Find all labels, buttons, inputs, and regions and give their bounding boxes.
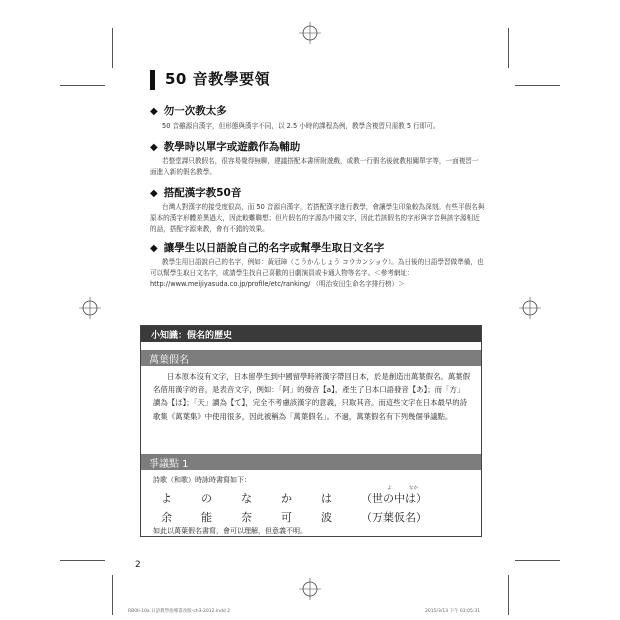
crop-mark bbox=[112, 28, 113, 68]
poem-kanji: 余 bbox=[161, 511, 172, 524]
page-title: 50 音教學要領 bbox=[165, 70, 271, 88]
section-heading-text: 教學時以單字或遊戲作為輔助 bbox=[163, 141, 301, 153]
poem-kanji-row bbox=[161, 509, 461, 525]
footer-timestamp: 2015/3/13 下午 03:05:31 bbox=[425, 609, 481, 614]
knowledge-box bbox=[140, 325, 482, 537]
poem-kanji: 可 bbox=[281, 511, 292, 524]
knowledge-header bbox=[141, 326, 481, 342]
diamond-bullet-icon: ◆ bbox=[150, 142, 158, 153]
poem-kana: か bbox=[281, 492, 292, 505]
poem-kanji-gloss: （万葉仮名） bbox=[361, 511, 427, 524]
section-body: 教學生用日語說自己的名字，例如：黃冠璋（こうかんしょう コウカンショウ）。為日後的日語學習做準備，也可以幫學生取日文名字，或請學生找自己喜歡的日劇演員或卡通人物等名字。＜參考網址： http://www.meijiyasuda.co.jp/profile/etc/ranking/ （明治安田生命名字排行榜）＞ bbox=[150, 258, 484, 288]
diamond-bullet-icon: ◆ bbox=[150, 243, 158, 254]
registration-mark-icon bbox=[79, 297, 101, 319]
poem-kana: な bbox=[241, 492, 252, 505]
section-heading-text: 讓學生以日語說自己的名字或幫學生取日文名字 bbox=[163, 242, 385, 254]
section-heading-text: 搭配漢字教50音 bbox=[163, 187, 242, 199]
poem-kanji: 能 bbox=[201, 511, 212, 524]
poem-outro: 如此以萬葉假名書寫，會可以理解，但意義不明。 bbox=[153, 527, 307, 535]
poem-kana: は bbox=[321, 492, 332, 505]
poem-kana-row bbox=[161, 490, 461, 506]
section-heading bbox=[150, 139, 300, 154]
title-bar bbox=[150, 70, 155, 90]
poem-kanji: 奈 bbox=[241, 511, 252, 524]
manyo-title: 萬葉假名 bbox=[149, 355, 189, 366]
registration-mark-icon bbox=[299, 578, 321, 600]
section-body: 台灣人對漢字的接受度很高，而 50 音源自漢字，若搭配漢字進行教學，會讓學生印象較為深刻。有些平假名與原本的漢字形體差異過大，因此較難聯想；但片假名的字源為中國文字，因此若該假名的字形與字音與該字源相近的話，搭配字源來教，會有不錯的效果。 bbox=[150, 203, 485, 233]
crop-mark bbox=[60, 560, 105, 561]
section-body: 若整堂課只教假名，很容易覺得無聊，建議搭配本書所附遊戲，或教一行假名後就教相關單字等，一面複習一面進入新的假名教學。 bbox=[150, 157, 479, 176]
knowledge-header-text: 小知識：假名的歷史 bbox=[151, 331, 233, 341]
registration-mark-icon bbox=[299, 22, 321, 44]
crop-mark bbox=[60, 85, 105, 86]
section-heading bbox=[150, 240, 384, 255]
footer-file-info: RB0ll-10a 日語教學指導書改版-ch3-2012.indd 2 bbox=[128, 609, 231, 614]
manyo-body: 日本原本沒有文字，日本留學生到中國留學時將漢字帶回日本，於是創造出萬葉假名。萬葉假名借用漢字的音，是表音文字，例如：「阿」的發音【a】，產生了日本口語發音【あ】；而「方」讀為【ほ】；「天」讀為【て】，完全不考慮該漢字的意義，只取其音。而這些文字在日本最早的詩歌集《萬葉集》中使用很多，因此被稱為「萬葉假名」。不過，萬葉假名有下列幾個爭議點。 bbox=[153, 372, 471, 421]
section-heading bbox=[150, 103, 227, 118]
manyo-title-bar bbox=[141, 350, 481, 366]
section-heading-text: 勿一次教太多 bbox=[163, 105, 227, 117]
poem-kana: の bbox=[201, 492, 212, 505]
ruby-yo: よ bbox=[387, 486, 392, 491]
dispute-title: 爭議點 1 bbox=[149, 459, 189, 470]
poem-kanji: 波 bbox=[321, 511, 332, 524]
diamond-bullet-icon: ◆ bbox=[150, 106, 158, 117]
crop-mark bbox=[112, 575, 113, 615]
page-number: 2 bbox=[135, 560, 141, 570]
section-heading bbox=[150, 185, 241, 200]
poem-kana-gloss: （世の中は） bbox=[361, 492, 427, 505]
crop-mark bbox=[508, 575, 509, 615]
crop-mark bbox=[515, 560, 560, 561]
diamond-bullet-icon: ◆ bbox=[150, 188, 158, 199]
registration-mark-icon bbox=[519, 297, 541, 319]
poem-intro: 詩歌（和歌）時詠時書寫如下： bbox=[153, 476, 251, 484]
section-body: 50 音雖源自漢字，但形態與漢字不同，以 2.5 小時的課程為例，教學含複習只需教 5 行即可。 bbox=[162, 122, 440, 130]
crop-mark bbox=[515, 85, 560, 86]
ruby-naka: なか bbox=[409, 486, 418, 491]
poem-kana: よ bbox=[161, 492, 172, 505]
crop-mark bbox=[508, 28, 509, 68]
dispute-title-bar bbox=[141, 454, 481, 470]
